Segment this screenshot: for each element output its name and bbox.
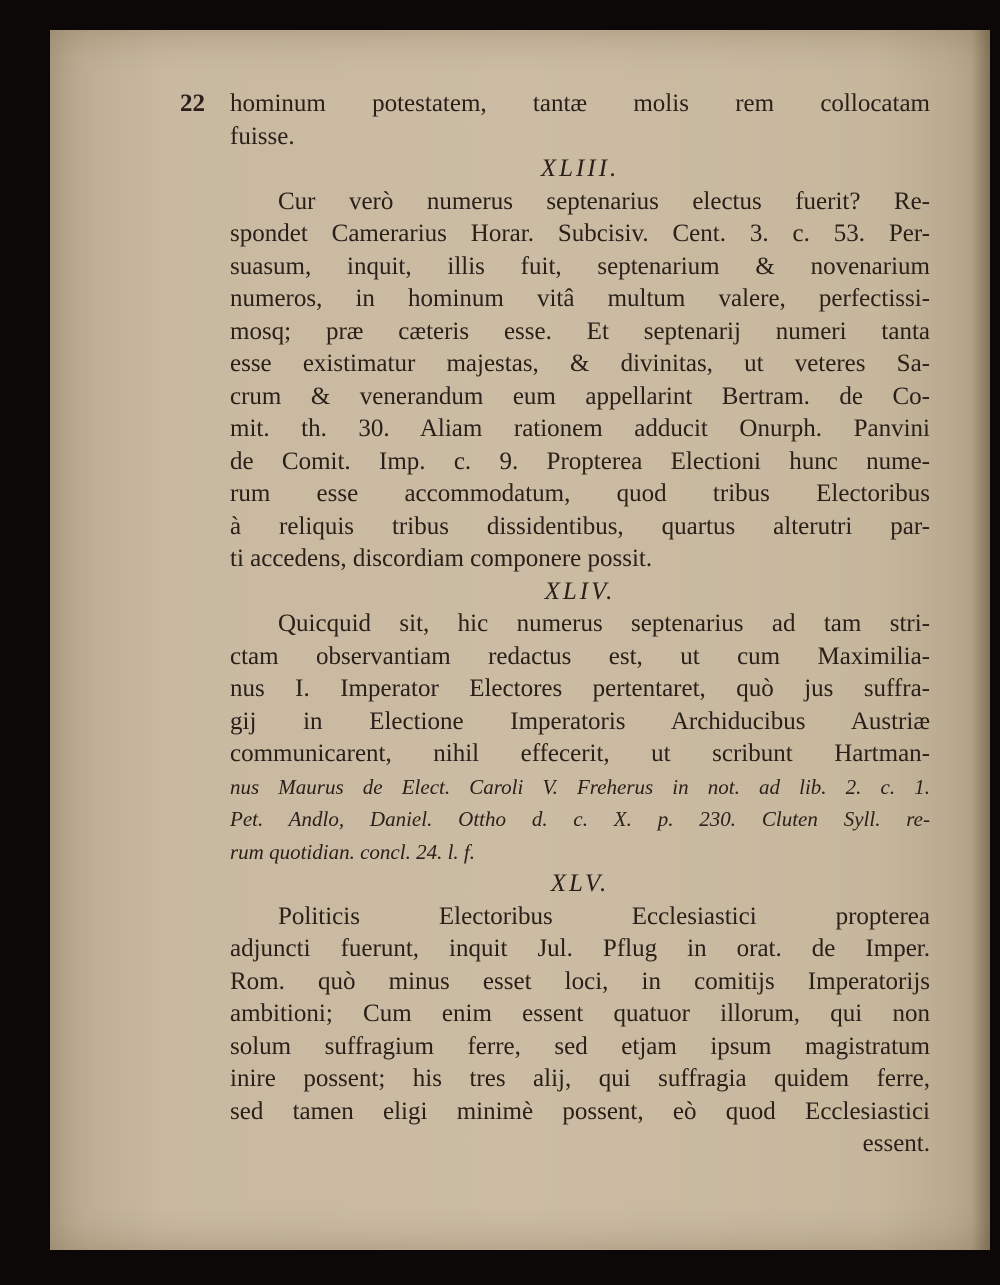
text-line: rum esse accommodatum, quod tribus Electoribus bbox=[230, 480, 930, 507]
text-line: numeros, in hominum vitâ multum valere, perfectissi- bbox=[230, 285, 930, 312]
text-line: de Comit. Imp. c. 9. Propterea Electioni hunc nume- bbox=[230, 447, 930, 475]
text-line: Politicis Electoribus Ecclesiastici propterea bbox=[278, 902, 930, 930]
text-line: Rom. quò minus esset loci, in comitijs Imperatorijs bbox=[230, 967, 930, 995]
book-page bbox=[50, 30, 990, 1250]
text-line: crum & venerandum eum appellarint Bertram. de Co- bbox=[230, 382, 930, 410]
text-line: ctam observantiam redactus est, ut cum Maximilia- bbox=[230, 642, 930, 670]
text-line: adjuncti fuerunt, inquit Jul. Pflug in orat. de Imper. bbox=[230, 935, 930, 962]
text-line: fuisse. bbox=[230, 122, 295, 150]
page-edge-shadow bbox=[972, 30, 990, 1250]
text-line: gij in Electione Imperatoris Archiducibus Austriæ bbox=[230, 707, 930, 735]
page-number: 22 bbox=[180, 90, 205, 117]
text-line: 22 hominum potestatem, tantæ molis rem collocatam bbox=[230, 88, 930, 121]
text-line: ti accedens, discordiam componere possit. bbox=[230, 545, 653, 572]
section-heading: XLV. bbox=[550, 870, 610, 897]
text-line: mit. th. 30. Aliam rationem adducit Onurph. Panvini bbox=[230, 415, 930, 442]
text-line: Quicquid sit, hic numerus septenarius ad tam stri- bbox=[278, 610, 930, 637]
text-line: à reliquis tribus dissidentibus, quartus alterutri par- bbox=[230, 512, 930, 540]
text-line: ambitioni; Cum enim essent quatuor illorum, qui non bbox=[230, 1000, 930, 1027]
text-line: nus Maurus de Elect. Caroli V. Freherus in not. ad lib. 2. c. 1. bbox=[230, 774, 930, 799]
text-line: Cur verò numerus septenarius electus fuerit? Re- bbox=[278, 187, 930, 215]
text-line: solum suffragium ferre, sed etjam ipsum magistratum bbox=[230, 1032, 930, 1060]
text-line: sed tamen eligi minimè possent, eò quod Ecclesiastici bbox=[230, 1097, 930, 1125]
page-text bbox=[180, 88, 930, 1161]
section-heading: XLIII. bbox=[540, 155, 620, 182]
text-line: communicarent, nihil effecerit, ut scribunt Hartman- bbox=[230, 740, 930, 767]
text-line: inire possent; his tres alij, qui suffragia quidem ferre, bbox=[230, 1065, 930, 1092]
text-line: nus I. Imperator Electores pertentaret, quò jus suffra- bbox=[230, 675, 930, 702]
text-line: Pet. Andlo, Daniel. Ottho d. c. X. p. 230. Cluten Syll. re- bbox=[230, 807, 930, 831]
text-line: rum quotidian. concl. 24. l. f. bbox=[230, 839, 475, 864]
text-line: suasum, inquit, illis fuit, septenarium & novenarium bbox=[230, 252, 930, 280]
text-line: esse existimatur majestas, & divinitas, ut veteres Sa- bbox=[230, 350, 930, 377]
catchword: essent. bbox=[862, 1130, 930, 1157]
text-line: mosq; præ cæteris esse. Et septenarij numeri tanta bbox=[230, 317, 930, 345]
text-line: spondet Camerarius Horar. Subcisiv. Cent. 3. c. 53. Per- bbox=[230, 220, 930, 247]
section-heading: XLIV. bbox=[544, 577, 616, 605]
